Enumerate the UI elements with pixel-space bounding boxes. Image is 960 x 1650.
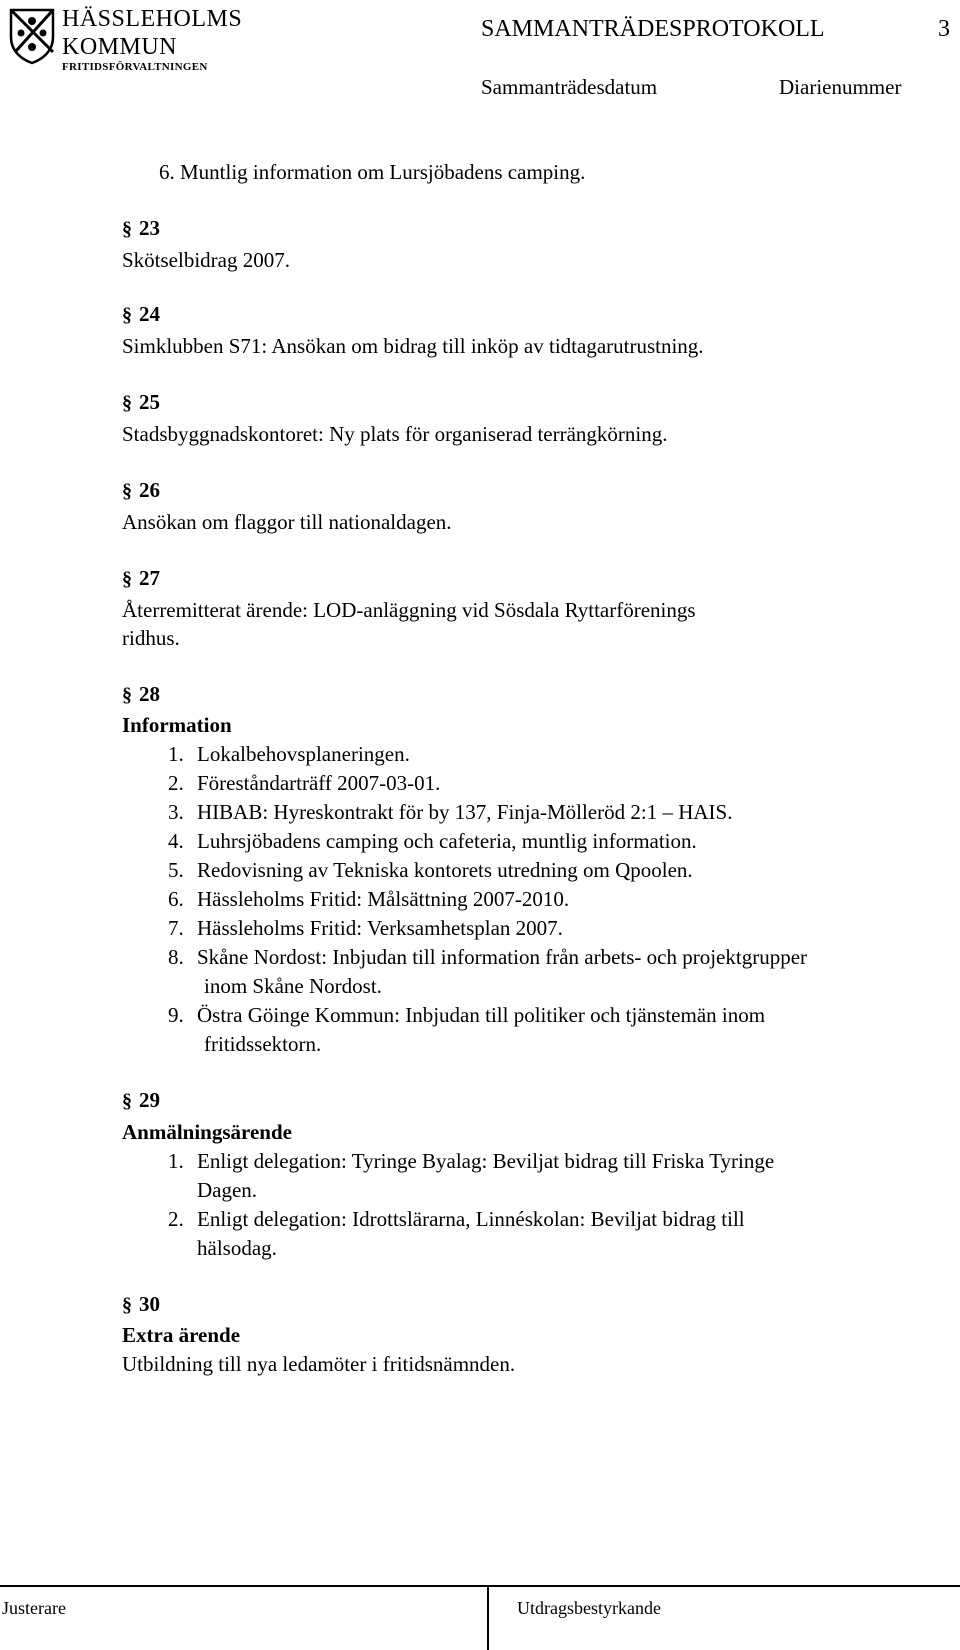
section-number: 28 — [139, 682, 160, 706]
section-sign-icon: § — [122, 1090, 132, 1112]
list-item: Lokalbehovsplaneringen. — [197, 742, 410, 766]
list-item: Luhrsjöbadens camping och cafeteria, muntlig information. — [197, 829, 697, 853]
section-sign-icon: § — [122, 392, 132, 414]
footer-divider — [487, 1587, 489, 1650]
list-item-number: 2. — [168, 1207, 184, 1231]
logo-municipality-word: KOMMUN — [62, 34, 178, 60]
list-item-number: 4. — [168, 829, 184, 853]
list-item: HIBAB: Hyreskontrakt för by 137, Finja-Mölleröd 2:1 – HAIS. — [197, 800, 733, 824]
section-28-header — [122, 682, 160, 707]
section-23-text: Skötselbidrag 2007. — [122, 248, 290, 272]
section-23-header — [122, 216, 160, 241]
list-item: Enligt delegation: Idrottslärarna, Linnéskolan: Beviljat bidrag till — [197, 1207, 745, 1231]
section-25-text: Stadsbyggnadskontoret: Ny plats för organiserad terrängkörning. — [122, 422, 668, 446]
document-type-title: SAMMANTRÄDESPROTOKOLL — [481, 16, 825, 42]
list-item: Hässleholms Fritid: Verksamhetsplan 2007. — [197, 916, 563, 940]
page-number: 3 — [938, 16, 950, 42]
section-number: 24 — [139, 302, 160, 326]
footer-certification-label: Utdragsbestyrkande — [517, 1598, 661, 1618]
list-item-continuation: Dagen. — [197, 1178, 258, 1202]
logo-department-name: FRITIDSFÖRVALTNINGEN — [62, 61, 208, 73]
municipal-crest-icon — [8, 7, 56, 65]
list-item: Östra Göinge Kommun: Inbjudan till politiker och tjänstemän inom — [197, 1003, 766, 1027]
section-30-heading: Extra ärende — [122, 1323, 241, 1347]
section-30-text: Utbildning till nya ledamöter i fritidsnämnden. — [122, 1352, 516, 1376]
logo-municipality-name: HÄSSLEHOLMS — [62, 6, 243, 32]
list-item-number: 8. — [168, 945, 184, 969]
diary-number-label: Diarienummer — [779, 75, 902, 99]
section-24-header — [122, 302, 160, 327]
footer-rule — [0, 1585, 960, 1587]
footer-signatory-label: Justerare — [2, 1598, 66, 1618]
list-item: Föreståndarträff 2007-03-01. — [197, 771, 441, 795]
section-sign-icon: § — [122, 684, 132, 706]
list-item-number: 2. — [168, 771, 184, 795]
section-number: 30 — [139, 1292, 160, 1316]
list-item-continuation: inom Skåne Nordost. — [204, 974, 382, 998]
list-item-number: 9. — [168, 1003, 184, 1027]
section-26-text: Ansökan om flaggor till nationaldagen. — [122, 510, 452, 534]
section-27-text-line1: Återremitterat ärende: LOD-anläggning vid Sösdala Ryttarförenings — [122, 598, 696, 622]
section-number: 23 — [139, 216, 160, 240]
list-item: Hässleholms Fritid: Målsättning 2007-2010. — [197, 887, 570, 911]
list-item-number: 7. — [168, 916, 184, 940]
section-sign-icon: § — [122, 304, 132, 326]
list-item-number: 5. — [168, 858, 184, 882]
section-number: 27 — [139, 566, 160, 590]
section-sign-icon: § — [122, 1294, 132, 1316]
list-item-continuation: fritidssektorn. — [204, 1032, 322, 1056]
section-25-header — [122, 390, 160, 415]
section-30-header — [122, 1292, 160, 1317]
section-24-text: Simklubben S71: Ansökan om bidrag till inköp av tidtagarutrustning. — [122, 334, 704, 358]
list-item: Redovisning av Tekniska kontorets utredning om Qpoolen. — [197, 858, 693, 882]
list-item-continuation: hälsodag. — [197, 1236, 277, 1260]
section-27-text-line2: ridhus. — [122, 626, 180, 650]
section-sign-icon: § — [122, 480, 132, 502]
list-item-number: 1. — [168, 1149, 184, 1173]
section-number: 26 — [139, 478, 160, 502]
section-28-heading: Information — [122, 713, 232, 737]
section-26-header — [122, 478, 160, 503]
section-sign-icon: § — [122, 568, 132, 590]
section-29-heading: Anmälningsärende — [122, 1120, 292, 1144]
intro-agenda-item: 6. Muntlig information om Lursjöbadens camping. — [159, 160, 586, 184]
section-number: 25 — [139, 390, 160, 414]
section-29-header — [122, 1088, 160, 1113]
section-number: 29 — [139, 1088, 160, 1112]
list-item-number: 1. — [168, 742, 184, 766]
meeting-date-label: Sammanträdesdatum — [481, 75, 658, 99]
section-27-header — [122, 566, 160, 591]
list-item: Enligt delegation: Tyringe Byalag: Beviljat bidrag till Friska Tyringe — [197, 1149, 775, 1173]
list-item-number: 3. — [168, 800, 184, 824]
section-sign-icon: § — [122, 218, 132, 240]
list-item-number: 6. — [168, 887, 184, 911]
list-item: Skåne Nordost: Inbjudan till information från arbets- och projektgrupper — [197, 945, 808, 969]
